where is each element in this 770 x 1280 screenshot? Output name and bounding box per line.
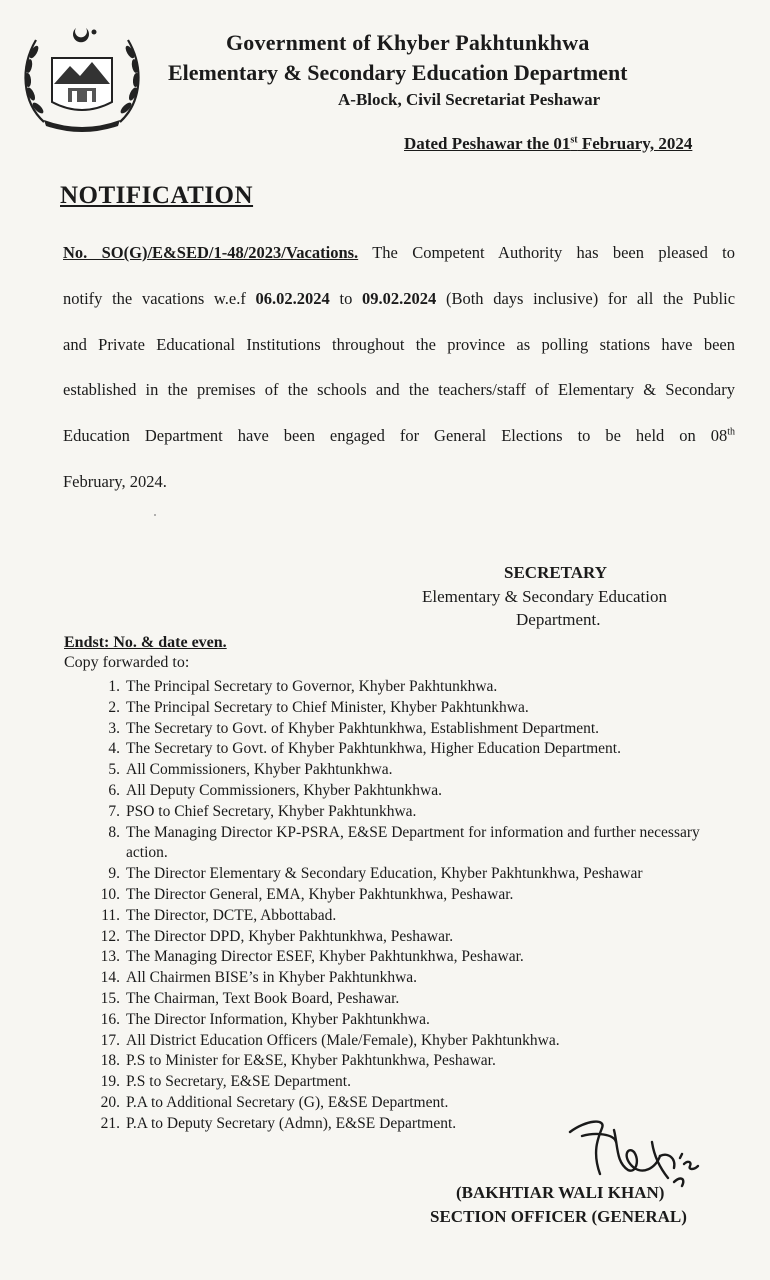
list-item-text: The Chairman, Text Book Board, Peshawar. bbox=[126, 989, 400, 1007]
letterhead-government: Government of Khyber Pakhtunkhwa bbox=[226, 30, 590, 55]
body-line-5: Education Department have been engaged for General Elections to be held on 08th bbox=[63, 426, 735, 446]
list-item bbox=[94, 1093, 764, 1114]
list-item-text: The Managing Director KP-PSRA, E&SE Department for information and further necessary action. bbox=[126, 823, 700, 862]
list-item bbox=[94, 864, 764, 885]
list-item-number: 20. bbox=[100, 1093, 120, 1111]
list-item-number: 21. bbox=[100, 1114, 120, 1132]
list-item-number: 8. bbox=[108, 823, 120, 841]
list-item-text: The Director Information, Khyber Pakhtunkhwa. bbox=[126, 1010, 430, 1028]
list-item bbox=[94, 1031, 764, 1052]
list-item bbox=[94, 698, 764, 719]
list-item bbox=[94, 906, 764, 927]
list-item bbox=[94, 968, 764, 989]
list-item-number: 1. bbox=[108, 678, 120, 695]
list-item bbox=[94, 719, 764, 740]
body-line-3: and Private Educational Institutions throughout the province as polling stations have been bbox=[63, 334, 735, 354]
list-item-number: 14. bbox=[100, 969, 120, 987]
list-item bbox=[94, 947, 764, 968]
date-to: 09.02.2024 bbox=[362, 288, 437, 308]
list-item-text: All Commissioners, Khyber Pakhtunkhwa. bbox=[126, 761, 393, 779]
copy-forwarded-label: Copy forwarded to: bbox=[64, 654, 190, 671]
handwritten-signature-icon bbox=[556, 1112, 726, 1192]
signatory-designation: SECTION OFFICER (GENERAL) bbox=[430, 1207, 687, 1226]
list-item-text: The Principal Secretary to Governor, Khyber Pakhtunkhwa. bbox=[126, 678, 498, 695]
speck bbox=[154, 514, 156, 516]
list-item-number: 3. bbox=[108, 719, 120, 737]
list-item bbox=[94, 781, 764, 802]
list-item bbox=[94, 823, 764, 865]
list-item-text: The Secretary to Govt. of Khyber Pakhtunkhwa, Higher Education Department. bbox=[126, 740, 621, 758]
kp-government-emblem-icon bbox=[14, 22, 150, 136]
list-item-number: 2. bbox=[108, 698, 120, 716]
list-item-number: 13. bbox=[100, 948, 120, 966]
secretary-dept-line1: Elementary & Secondary Education bbox=[422, 587, 667, 606]
list-item-text: The Director Elementary & Secondary Education, Khyber Pakhtunkhwa, Peshawar bbox=[126, 865, 643, 883]
list-item-number: 17. bbox=[100, 1031, 120, 1049]
date-from: 06.02.2024 bbox=[255, 288, 330, 308]
letterhead-department: Elementary & Secondary Education Department bbox=[168, 60, 628, 85]
list-item-number: 9. bbox=[108, 865, 120, 883]
list-item bbox=[94, 927, 764, 948]
list-item-number: 5. bbox=[108, 761, 120, 779]
distribution-list bbox=[94, 677, 764, 1135]
list-item-number: 12. bbox=[100, 927, 120, 945]
body-line-6: February, 2024. bbox=[63, 471, 167, 491]
list-item bbox=[94, 885, 764, 906]
list-item bbox=[94, 739, 764, 760]
list-item-number: 15. bbox=[100, 989, 120, 1007]
list-item-text: The Principal Secretary to Chief Minister, Khyber Pakhtunkhwa. bbox=[126, 698, 529, 716]
dated-line: Dated Peshawar the 01st February, 2024 bbox=[404, 134, 693, 153]
list-item-text: PSO to Chief Secretary, Khyber Pakhtunkhwa. bbox=[126, 802, 417, 820]
endorsement-heading: Endst: No. & date even. bbox=[64, 634, 227, 651]
list-item-text: P.S to Secretary, E&SE Department. bbox=[126, 1073, 351, 1091]
signatory-name: (BAKHTIAR WALI KHAN) bbox=[456, 1183, 665, 1202]
list-item-number: 11. bbox=[101, 906, 120, 924]
list-item bbox=[94, 1051, 764, 1072]
list-item-text: P.A to Deputy Secretary (Admn), E&SE Department. bbox=[126, 1114, 457, 1132]
list-item-number: 4. bbox=[108, 740, 120, 758]
list-item bbox=[94, 802, 764, 823]
list-item-number: 6. bbox=[108, 781, 120, 799]
list-item-text: All Chairmen BISE’s in Khyber Pakhtunkhwa. bbox=[126, 969, 418, 987]
list-item-text: All District Education Officers (Male/Female), Khyber Pakhtunkhwa. bbox=[126, 1031, 560, 1049]
list-item-text: The Secretary to Govt. of Khyber Pakhtunkhwa, Establishment Department. bbox=[126, 719, 600, 737]
letterhead-address: A-Block, Civil Secretariat Peshawar bbox=[338, 90, 601, 109]
notification-title: NOTIFICATION bbox=[60, 182, 254, 209]
list-item-number: 7. bbox=[108, 802, 120, 820]
body-line-4: established in the premises of the schools and the teachers/staff of Elementary & Secondary bbox=[63, 380, 735, 400]
list-item bbox=[94, 1010, 764, 1031]
list-item-number: 18. bbox=[100, 1052, 120, 1070]
list-item bbox=[94, 760, 764, 781]
list-item-text: All Deputy Commissioners, Khyber Pakhtunkhwa. bbox=[126, 781, 443, 799]
body-line-1: No. SO(G)/E&SED/1-48/2023/Vacations. The Competent Authority has been pleased to bbox=[63, 243, 735, 262]
secretary-title: SECRETARY bbox=[504, 563, 607, 582]
list-item-text: P.A to Additional Secretary (G), E&SE Department. bbox=[126, 1093, 449, 1111]
list-item bbox=[94, 989, 764, 1010]
reference-number: No. SO(G)/E&SED/1-48/2023/Vacations. bbox=[63, 243, 359, 262]
list-item-number: 19. bbox=[100, 1073, 120, 1091]
list-item-text: The Director General, EMA, Khyber Pakhtunkhwa, Peshawar. bbox=[126, 885, 514, 903]
notification-body bbox=[63, 230, 735, 505]
list-item bbox=[94, 677, 764, 698]
list-item-text: The Director DPD, Khyber Pakhtunkhwa, Peshawar. bbox=[126, 927, 454, 945]
secretary-dept-line2: Department. bbox=[516, 610, 601, 629]
list-item-text: The Director, DCTE, Abbottabad. bbox=[126, 906, 337, 924]
list-item-number: 16. bbox=[100, 1010, 120, 1028]
list-item bbox=[94, 1072, 764, 1093]
list-item-text: The Managing Director ESEF, Khyber Pakhtunkhwa, Peshawar. bbox=[126, 948, 524, 966]
body-line-2: notify the vacations w.e.f 06.02.2024 to 09.02.2024 (Both days inclusive) for all the Public bbox=[63, 288, 736, 308]
list-item-number: 10. bbox=[100, 885, 120, 903]
list-item-text: P.S to Minister for E&SE, Khyber Pakhtunkhwa, Peshawar. bbox=[126, 1052, 496, 1070]
